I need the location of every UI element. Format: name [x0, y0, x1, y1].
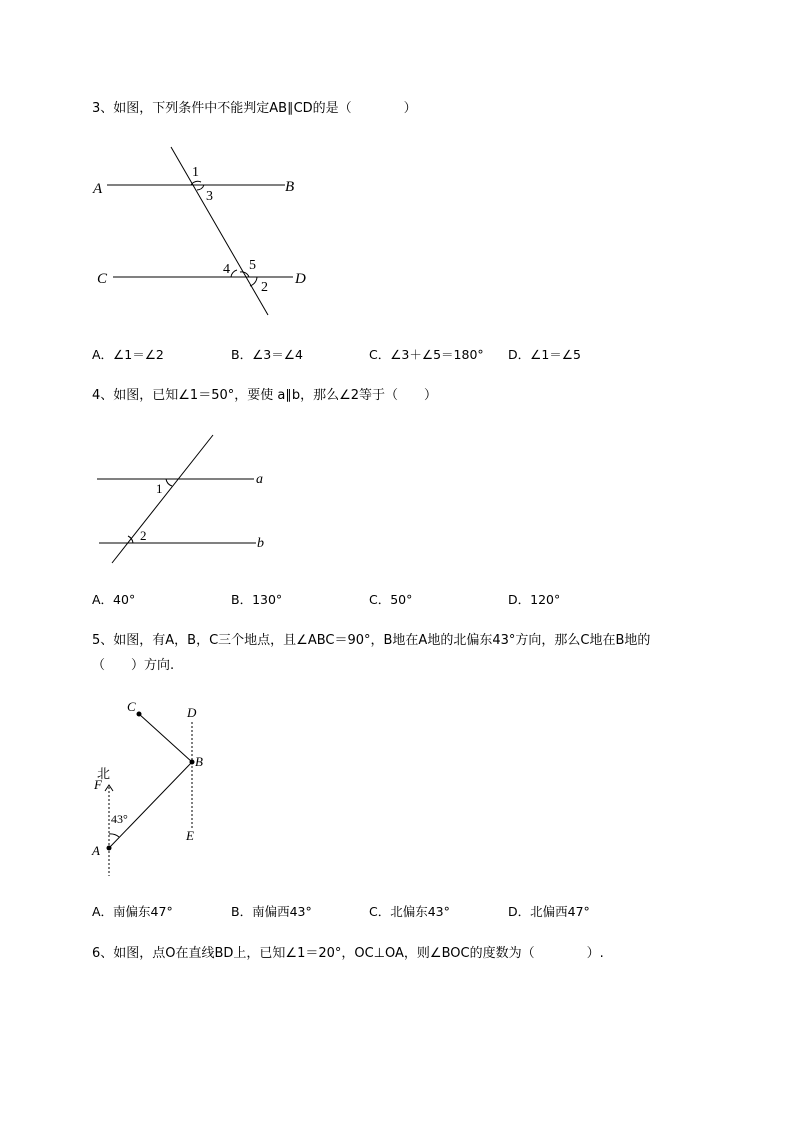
segment-bc: [139, 714, 192, 762]
label-angle-1: 1: [156, 481, 163, 496]
point-b: [190, 760, 195, 765]
point-c: [137, 712, 142, 717]
label-b: B: [195, 754, 203, 769]
q4-option-b[interactable]: B．130°: [231, 592, 283, 607]
label-c: C: [127, 699, 136, 714]
point-a: [107, 846, 112, 851]
label-e: E: [186, 828, 194, 843]
q4-option-c[interactable]: C．50°: [369, 592, 413, 607]
angle-arc-43: [109, 834, 119, 837]
segment-ab: [109, 762, 192, 848]
question-3-stem: 3、如图，下列条件中不能判定AB∥CD的是（ ）: [92, 101, 417, 116]
q3-option-d[interactable]: D．∠1＝∠5: [508, 347, 581, 362]
label-north: 北: [97, 767, 111, 782]
q5-option-a[interactable]: A．南偏东47°: [92, 904, 173, 919]
label-angle-2: 2: [140, 528, 147, 543]
question-4-stem: 4、如图，已知∠1＝50°，要使 a∥b，那么∠2等于（ ）: [92, 388, 438, 403]
label-b: B: [285, 179, 295, 195]
q3-option-b[interactable]: B．∠3＝∠4: [231, 347, 303, 362]
label-b: b: [257, 536, 264, 551]
question-5-stem-line1: 5、如图，有A，B，C三个地点，且∠ABC＝90°，B地在A地的北偏东43°方向，那么C地在B地的: [92, 633, 651, 648]
label-d: D: [295, 271, 306, 287]
q5-option-b[interactable]: B．南偏西43°: [231, 904, 312, 919]
q3-option-a[interactable]: A．∠1＝∠2: [92, 347, 164, 362]
label-angle-5: 5: [249, 258, 256, 273]
label-d: D: [187, 705, 197, 720]
label-angle-3: 3: [206, 189, 213, 204]
label-a: A: [93, 181, 103, 197]
label-c: C: [97, 271, 108, 287]
q5-option-d[interactable]: D．北偏西47°: [508, 904, 590, 919]
label-angle-4: 4: [223, 262, 230, 277]
q4-option-d[interactable]: D．120°: [508, 592, 561, 607]
question-6-stem: 6、如图，点O在直线BD上，已知∠1＝20°，OC⊥OA，则∠BOC的度数为（ ）.: [92, 946, 604, 961]
q4-option-a[interactable]: A．40°: [92, 592, 136, 607]
label-angle-43: 43°: [111, 812, 128, 826]
label-angle-1: 1: [192, 165, 199, 180]
q3-option-c[interactable]: C．∠3＋∠5＝180°: [369, 347, 484, 362]
label-f: F: [94, 777, 102, 792]
label-a: a: [256, 472, 263, 487]
q5-option-c[interactable]: C．北偏东43°: [369, 904, 450, 919]
label-a: A: [92, 843, 100, 858]
label-angle-2: 2: [261, 280, 268, 295]
question-5-stem-line2: （ ）方向.: [92, 658, 175, 673]
